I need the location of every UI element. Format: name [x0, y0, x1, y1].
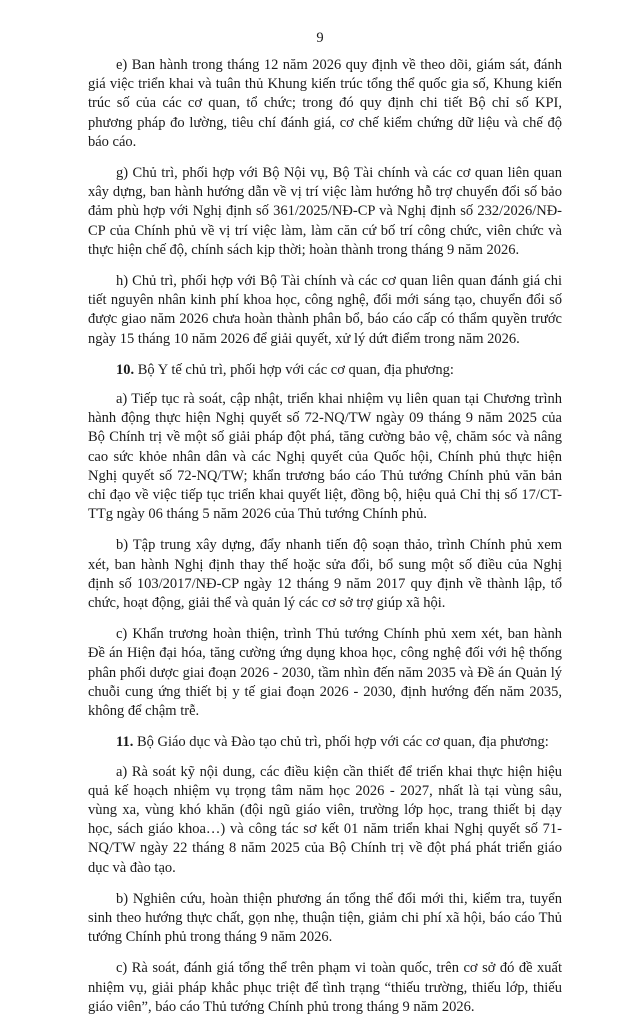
paragraph-text: g) Chủ trì, phối hợp với Bộ Nội vụ, Bộ Tài chính và các cơ quan liên quan xây dựng, ban hành hướng dẫn về vị trí việc làm hướng hỗ trợ chuyển đổi số bảo đảm phù hợp với Nghị định số 361/2025/NĐ-CP và Nghị định số 232/2026/NĐ-CP của Chính phủ về vị trí việc làm, làm căn cứ bố trí công chức, viên chức và thực hiện chế độ, chính sách kịp thời; hoàn thành trong tháng 9 năm 2026.	[88, 165, 562, 258]
document-body	[88, 56, 562, 1029]
section-number: 10.	[116, 361, 135, 378]
section-10-heading	[88, 361, 562, 380]
paragraph-text: c) Rà soát, đánh giá tổng thể trên phạm vi toàn quốc, trên cơ sở đó đề xuất nhiệm vụ, giải pháp khắc phục triệt để tình trạng “thiếu trường, thiếu lớp, thiếu giáo viên”, báo cáo Thủ tướng Chính phủ trong tháng 9 năm 2026.	[88, 960, 562, 1015]
paragraph-text: b) Nghiên cứu, hoàn thiện phương án tổng thể đổi mới thi, kiểm tra, tuyển sinh theo hướng thực chất, gọn nhẹ, thuận tiện, giảm chi phí xã hội, báo cáo Thủ tướng Chính phủ trong tháng 9 năm 2026.	[88, 890, 562, 946]
paragraph-text: h) Chủ trì, phối hợp với Bộ Tài chính và các cơ quan liên quan đánh giá chi tiết nguyên nhân kinh phí khoa học, công nghệ, đổi mới sáng tạo, chuyển đổi số được giao năm 2026 chưa hoàn thành phân bổ, báo cáo cấp có thẩm quyền trước ngày 15 tháng 10 năm 2026 để giải quyết, xử lý dứt điểm trong năm 2026.	[88, 273, 562, 347]
paragraph-item-b	[88, 890, 562, 948]
paragraph-item-b	[88, 536, 562, 613]
paragraph-item-g	[88, 164, 562, 260]
paragraph-item-c	[88, 959, 562, 1017]
paragraph-item-e	[88, 56, 562, 152]
section-11-heading	[88, 733, 562, 752]
paragraph-text: c) Khẩn trương hoàn thiện, trình Thủ tướng Chính phủ xem xét, ban hành Đề án Hiện đại hóa, tăng cường ứng dụng khoa học, công nghệ đối với hệ thống phân phối dược giai đoạn 2026 - 2030, tầm nhìn đến năm 2035 và Đề án Quản lý chuỗi cung ứng thiết bị y tế giai đoạn 2026 - 2030, định hướng đến năm 2035, không để chậm trễ.	[88, 626, 562, 720]
paragraph-text: Bộ Y tế chủ trì, phối hợp với các cơ quan, địa phương:	[134, 361, 454, 378]
paragraph-text: a) Rà soát kỹ nội dung, các điều kiện cần thiết để triển khai thực hiện hiệu quả kế hoạch nhiệm vụ trọng tâm năm học 2026 - 2027, nhất là tại vùng sâu, vùng xa, vùng khó khăn (đội ngũ giáo viên, trường lớp học, trang thiết bị dạy học, sách giáo khoa…) và công tác sơ kết 01 năm triển khai Nghị quyết số 71-NQ/TW ngày 22 tháng 8 năm 2025 của Bộ Chính trị về đột phá phát triển giáo dục và đào tạo.	[88, 763, 562, 876]
paragraph-text: a) Tiếp tục rà soát, cập nhật, triển khai nhiệm vụ liên quan tại Chương trình hành động thực hiện Nghị quyết số 72-NQ/TW ngày 09 tháng 9 năm 2025 của Bộ Chính trị về một số giải pháp đột phá, tăng cường bảo vệ, chăm sóc và nâng cao sức khỏe nhân dân và các Nghị quyết của Quốc hội, Chính phủ thực hiện Nghị quyết số 72-NQ/TW; khẩn trương báo cáo Thủ tướng Chính phủ văn bản chỉ đạo về việc tiếp tục triển khai quyết liệt, đồng bộ, hiệu quả Chỉ thị số 17/CT-TTg ngày 06 tháng 5 năm 2026 của Thủ tướng Chính phủ.	[88, 391, 562, 523]
paragraph-text: Bộ Giáo dục và Đào tạo chủ trì, phối hợp với các cơ quan, địa phương:	[133, 734, 549, 751]
paragraph-text: b) Tập trung xây dựng, đẩy nhanh tiến độ soạn thảo, trình Chính phủ xem xét, ban hành Nghị định thay thế hoặc sửa đổi, bổ sung một số điều của Nghị định số 103/2017/NĐ-CP ngày 12 tháng 9 năm 2017 quy định về thành lập, tổ chức, hoạt động, giải thể và quản lý các cơ sở trợ giúp xã hội.	[88, 537, 562, 612]
paragraph-item-a	[88, 390, 562, 524]
page-number: 9	[316, 30, 324, 46]
paragraph-item-c	[88, 625, 562, 721]
paragraph-text: e) Ban hành trong tháng 12 năm 2026 quy định về theo dõi, giám sát, đánh giá việc triển khai và tuân thủ Khung kiến trúc tổng thể quốc gia số, Khung kiến trúc số của các cơ quan, tổ chức; trong đó quy định chi tiết Bộ chỉ số KPI, phương pháp đo lường, tiêu chí đánh giá, cơ chế kiểm chứng dữ liệu và chế độ báo cáo.	[88, 57, 562, 150]
paragraph-item-h	[88, 272, 562, 349]
paragraph-item-a	[88, 763, 562, 878]
section-number: 11.	[116, 734, 134, 751]
